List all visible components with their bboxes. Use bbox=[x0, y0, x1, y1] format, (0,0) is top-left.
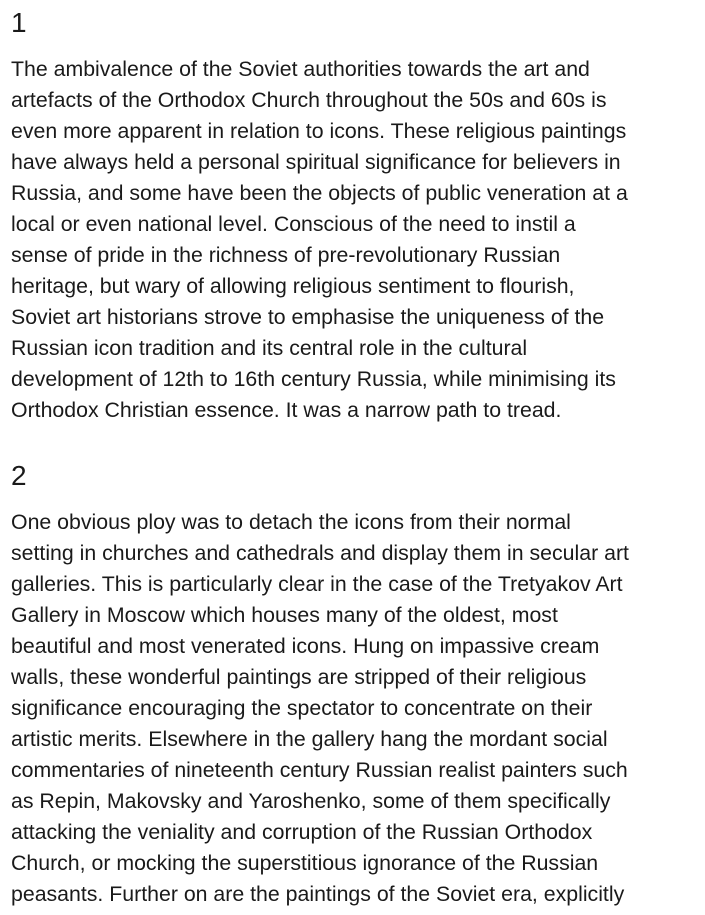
section-paragraph: One obvious ploy was to detach the icons from their normal setting in churches and cathedrals and display them in secular art galleries. This is particularly clear in the case of the Tretyakov Art Gallery in Moscow which houses many of the oldest, most beautiful and most venerated icons. Hung on impassive cream walls, these wonderful paintings are stripped of their religious significance encouraging the spectator to concentrate on their artistic merits. Elsewhere in the gallery hang the mordant social commentaries of nineteenth century Russian realist painters such as Repin, Makovsky and Yaroshenko, some of them specifically attacking the veniality and corruption of the Russian Orthodox Church, or mocking the superstitious ignorance of the Russian peasants. Further on are the paintings of the Soviet era, explicitly bbox=[11, 510, 629, 906]
section-1 bbox=[11, 6, 701, 426]
section-number: 1 bbox=[11, 7, 27, 38]
section-number: 2 bbox=[11, 460, 27, 491]
section-paragraph: The ambivalence of the Soviet authorities towards the art and artefacts of the Orthodox Church throughout the 50s and 60s is even more apparent in relation to icons. These religious paintings have always held a personal spiritual significance for believers in Russia, and some have been the objects of public veneration at a local or even national level. Conscious of the need to instil a sense of pride in the richness of pre-revolutionary Russian heritage, but wary of allowing religious sentiment to flourish, Soviet art historians strove to emphasise the uniqueness of the Russian icon tradition and its central role in the cultural development of 12th to 16th century Russia, while minimising its Orthodox Christian essence. It was a narrow path to tread. bbox=[11, 57, 628, 422]
document-page bbox=[11, 0, 701, 910]
section-2 bbox=[11, 459, 701, 910]
